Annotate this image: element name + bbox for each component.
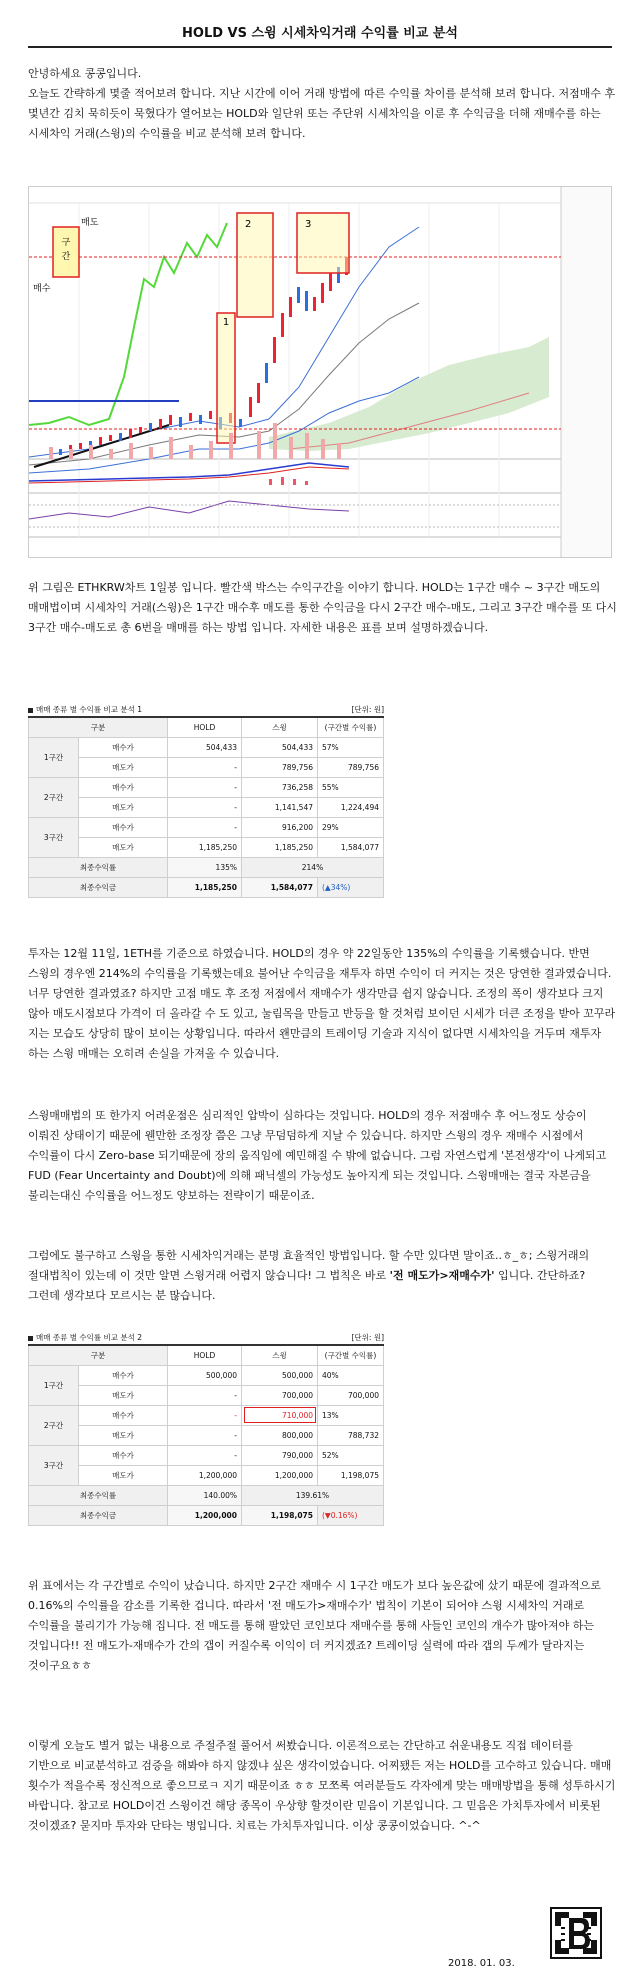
hold-cell: 1,200,000 — [168, 1465, 242, 1485]
swing-cell: 790,000 — [242, 1445, 318, 1465]
table2-header — [28, 1328, 384, 1344]
total-amount-diff: (▼0.16%) — [318, 1505, 384, 1525]
hold-cell: 1,185,250 — [168, 837, 242, 857]
table-row — [29, 797, 384, 817]
total-rate-row — [29, 857, 384, 877]
table1 — [28, 716, 384, 898]
rate-cell: 13% — [318, 1405, 384, 1425]
swing-cell: 916,200 — [242, 817, 318, 837]
paragraph-4 — [28, 1246, 618, 1306]
table-row — [29, 1385, 384, 1405]
table1-unit: [단위: 원] — [351, 705, 384, 714]
hold-cell: - — [168, 1385, 242, 1405]
kind-cell: 매도가 — [79, 797, 168, 817]
paragraph-5: 위 표에서는 각 구간별로 수익이 났습니다. 하지만 2구간 재매수 시 1구간 매도가 보다 높은값에 샀기 때문에 결과적으로 0.16%의 수익률을 감소를 기록한 겁니다. 따라서 '전 매도가>재매수가' 법칙이 기본이 되어야 스윙 시세차익 거래로 수익률을 불리기가 가능해 집니다. 전 매도를 통해 팔았던 코인보다 재매수를 통해 사들인 코인의 개수가 많아져야 하는 것입니다!! 전 매도가-재매수가 간의 갭이 커질수록 이익이 더 커지겠죠? 트레이딩 실력에 따라 갭의 두께가 달라지는 것이구요ㅎㅎ — [28, 1579, 601, 1672]
section-cell: 2구간 — [29, 1405, 79, 1445]
hold-cell: 504,433 — [168, 737, 242, 757]
table-row — [29, 777, 384, 797]
swing-cell: 736,258 — [242, 777, 318, 797]
kind-cell: 매도가 — [79, 1425, 168, 1445]
box-label-2: 2 — [245, 219, 252, 230]
legend-interval-line1: 구 — [61, 238, 71, 248]
kind-cell: 매수가 — [79, 737, 168, 757]
rate-cell: 788,732 — [318, 1425, 384, 1445]
square-bullet-icon — [28, 1336, 33, 1341]
section-cell: 2구간 — [29, 777, 79, 817]
total-amount-swing: 1,584,077 — [242, 877, 318, 897]
total-rate-label: 최종수익률 — [29, 1485, 168, 1505]
swing-cell: 1,200,000 — [242, 1465, 318, 1485]
total-rate-label: 최종수익률 — [29, 857, 168, 877]
hold-cell: - — [168, 1445, 242, 1465]
rate-cell: 700,000 — [318, 1385, 384, 1405]
total-rate-swing: 214% — [242, 857, 384, 877]
kind-cell: 매수가 — [79, 777, 168, 797]
table-row — [29, 1425, 384, 1445]
paragraph-6: 이렇게 오늘도 별거 없는 내용으로 주절주절 풀어서 써봤습니다. 이론적으로는 간단하고 쉬운내용도 직접 데이터를 기반으로 비교분석하고 검증을 해봐야 하지 않겠냐 싶은 생각이었습니다. 어찌됐든 저는 HOLD를 고수하고 있습니다. 매매 횟수가 적을수록 정신적으로 좋으므로ㅋ 지기 때문이죠 ㅎㅎ 모쪼록 여러분들도 각자에게 맞는 매매방법을 통해 성투하시기 바랍니다. 참고로 HOLD이건 스윙이건 해당 종목이 우상향 할것이란 믿음이 기본입니다. 그 믿음은 가치투자에서 비롯된 것이겠죠? 묻지마 투자와 단타는 병입니다. 치료는 가치투자입니다. 이상 콩콩이었습니다. ^-^ — [28, 1739, 616, 1832]
hold-cell: - — [168, 1425, 242, 1445]
section-cell: 3구간 — [29, 1445, 79, 1485]
paragraph-2: 투자는 12월 11일, 1ETH를 기준으로 하였습니다. HOLD의 경우 약 22일동안 135%의 수익률을 기록했습니다. 반면 스윙의 경우엔 214%의 수익률을 기록했는데요 불어난 수익금을 재투자 하면 수익이 더 커지는 것은 당연한 결과였습니다. 너무 당연한 결과였죠? 하지만 고점 매도 후 조정 저점에서 재매수가 생각만큼 쉽지 않습니다. 조정의 폭이 생각보다 크지 않아 매도시점보다 가격이 더 올라갈 수 도 있고, 눌림목을 만들고 반등을 할 것처럼 보이던 시세가 더큰 조정을 받아 꼬꾸라 지는 모습도 상당히 많이 보이는 상황입니다. 따라서 왠만큼의 트레이딩 기술과 지식이 없다면 시세차익을 거두며 재투자 하는 스윙 매매는 오히려 손실을 가져올 수 있습니다. — [28, 947, 616, 1060]
section-cell: 1구간 — [29, 737, 79, 777]
intro-greeting: 안녕하세요 콩콩입니다. — [28, 67, 142, 80]
total-amount-hold: 1,200,000 — [168, 1505, 242, 1525]
rate-cell: 57% — [318, 737, 384, 757]
rate-cell: 1,584,077 — [318, 837, 384, 857]
header-cell: 구분 — [29, 1345, 168, 1365]
box-label-1: 1 — [222, 317, 230, 328]
hold-cell: - — [168, 817, 242, 837]
legend-sell-label: 매도 — [81, 218, 99, 228]
table-header-row — [29, 1345, 384, 1365]
hold-cell: 500,000 — [168, 1365, 242, 1385]
table2-caption: 매매 종류 별 수익률 비교 분석 2 — [36, 1333, 143, 1342]
table-row — [29, 817, 384, 837]
box-label-3: 3 — [305, 219, 312, 230]
kind-cell: 매도가 — [79, 1385, 168, 1405]
total-rate-row — [29, 1485, 384, 1505]
hold-cell: - — [168, 777, 242, 797]
header-cell: HOLD — [168, 1345, 242, 1365]
table1-caption: 매매 종류 별 수익률 비교 분석 1 — [36, 705, 143, 714]
total-rate-hold: 140.00% — [168, 1485, 242, 1505]
page-title: HOLD VS 스윙 시세차익거래 수익률 비교 분석 — [182, 26, 458, 41]
chart-svg — [29, 187, 612, 558]
rate-cell: 55% — [318, 777, 384, 797]
paragraph-3: 스윙매매법의 또 한가지 어려운점은 심리적인 압박이 심하다는 것입니다. HOLD의 경우 저점매수 후 어느정도 상승이 이뤄진 상태이기 때문에 웬만한 조정장 쯤은 그냥 무덤덤하게 지날 수 있습니다. 하지만 스윙의 경우 재매수 시점에서 수익률이 다시 Zero-base 되기때문에 장의 움직임에 예민해질 수 밖에 없습니다. 그럼 자연스럽게 '본전생각'이 나게되고 FUD (Fear Uncertainty and Doubt)에 의해 패닉셀의 가능성도 높아지게 되는 것입니다. 스윙매매는 결국 자본금을 불리는대신 수익률을 어느정도 양보하는 전략이기 때문이죠. — [28, 1109, 607, 1202]
table2 — [28, 1344, 384, 1526]
legend-interval-line2: 간 — [61, 252, 71, 262]
header-cell: 스윙 — [242, 1345, 318, 1365]
kind-cell: 매도가 — [79, 757, 168, 777]
rate-cell: 40% — [318, 1365, 384, 1385]
total-rate-swing: 139.61% — [242, 1485, 384, 1505]
kind-cell: 매수가 — [79, 817, 168, 837]
swing-cell: 504,433 — [242, 737, 318, 757]
title-divider — [28, 46, 612, 48]
header-cell: (구간별 수익률) — [318, 717, 384, 737]
table1-header — [28, 700, 384, 716]
b-monogram-icon — [549, 1906, 603, 1960]
table-row — [29, 757, 384, 777]
table2-unit: [단위: 원] — [351, 1333, 384, 1342]
swing-cell: 789,756 — [242, 757, 318, 777]
total-amount-row — [29, 1505, 384, 1525]
paragraph-4-text-b: 입니다. 간단하죠? 그런데 생각보다 모르시는 분 많습니다. — [28, 1269, 586, 1302]
kind-cell: 매수가 — [79, 1365, 168, 1385]
rate-cell: 29% — [318, 817, 384, 837]
intro-paragraph: 오늘도 간략하게 몇줄 적어보려 합니다. 지난 시간에 이어 거래 방법에 따른 수익률 차이를 분석해 보려 합니다. 저점매수 후 몇년간 김치 묵히듯이 묵혔다가 열어보는 HOLD와 일단위 또는 주단위 시세차익을 이룬 후 수익금을 더해 재매수를 하는 시세차익 거래(스윙)의 수익률을 비교 분석해 보려 합니다. — [28, 87, 616, 140]
ethkrw-chart — [28, 186, 612, 558]
table-row — [29, 1465, 384, 1485]
total-amount-swing: 1,198,075 — [242, 1505, 318, 1525]
paragraph-4-text-a: 그럼에도 불구하고 스윙을 통한 시세차익거래는 분명 효율적인 방법입니다. 할 수만 있다면 말이죠..ㅎ_ㅎ; 스윙거래의 절대법칙이 있는데 이 것만 알면 스윙거래 어렵지 않습니다! 그 법칙은 바로 — [28, 1249, 590, 1282]
rate-cell: 1,198,075 — [318, 1465, 384, 1485]
hold-cell: - — [168, 757, 242, 777]
table-row — [29, 1445, 384, 1465]
total-amount-label: 최종수익금 — [29, 1505, 168, 1525]
header-cell: (구간별 수익률) — [318, 1345, 384, 1365]
rate-cell: 52% — [318, 1445, 384, 1465]
section-cell: 3구간 — [29, 817, 79, 857]
post-date: 2018. 01. 03. — [448, 1958, 515, 1969]
legend-buy-label: 매수 — [33, 284, 51, 294]
rate-cell: 1,224,494 — [318, 797, 384, 817]
total-rate-hold: 135% — [168, 857, 242, 877]
table-header-row — [29, 717, 384, 737]
paragraph-4-rule: '전 매도가>재매수가' — [389, 1269, 495, 1282]
swing-cell: 700,000 — [242, 1385, 318, 1405]
swing-cell: 1,141,547 — [242, 797, 318, 817]
table-row — [29, 1365, 384, 1385]
square-bullet-icon — [28, 708, 33, 713]
kind-cell: 매도가 — [79, 1465, 168, 1485]
kind-cell: 매수가 — [79, 1445, 168, 1465]
hold-cell: - — [168, 797, 242, 817]
table-row — [29, 837, 384, 857]
table-row — [29, 737, 384, 757]
total-amount-label: 최종수익금 — [29, 877, 168, 897]
hold-cell: - — [168, 1405, 242, 1425]
swing-cell: 1,185,250 — [242, 837, 318, 857]
section-cell: 1구간 — [29, 1365, 79, 1405]
kind-cell: 매도가 — [79, 837, 168, 857]
header-cell: 구분 — [29, 717, 168, 737]
header-cell: HOLD — [168, 717, 242, 737]
swing-cell: 800,000 — [242, 1425, 318, 1445]
table-row — [29, 1405, 384, 1425]
kind-cell: 매수가 — [79, 1405, 168, 1425]
total-amount-diff: (▲34%) — [318, 877, 384, 897]
total-amount-hold: 1,185,250 — [168, 877, 242, 897]
swing-cell-highlighted: 710,000 — [242, 1405, 318, 1425]
swing-cell: 500,000 — [242, 1365, 318, 1385]
rate-cell: 789,756 — [318, 757, 384, 777]
header-cell: 스윙 — [242, 717, 318, 737]
total-amount-row — [29, 877, 384, 897]
chart-description: 위 그림은 ETHKRW차트 1일봉 입니다. 빨간색 박스는 수익구간을 이야기 합니다. HOLD는 1구간 매수 ~ 3구간 매도의 매매법이며 시세차익 거래(스윙)은 1구간 매수후 매도를 통한 수익금을 다시 2구간 매수-매도, 그리고 3구간 매수를 또 다시 3구간 매수-매도로 총 6번을 매매를 하는 방법 입니다. 자세한 내용은 표를 보며 설명하겠습니다. — [28, 581, 617, 634]
